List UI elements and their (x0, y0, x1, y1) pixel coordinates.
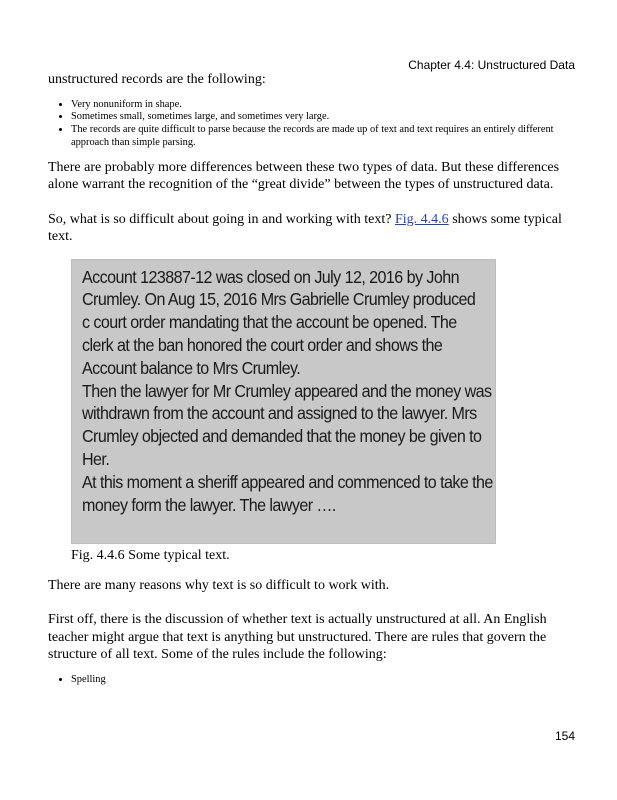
list-item: • Very nonuniform in shape. (71, 99, 578, 112)
paragraph-question (48, 211, 578, 246)
paragraph-reasons: There are many reasons why text is so difficult to work with. (48, 577, 390, 593)
fig-link[interactable]: Fig. 4.4.6 (395, 211, 449, 227)
figure-line: money form the lawyer. The lawyer …. (82, 494, 336, 515)
figure-line: c court order mandating that the account be opened. The (82, 312, 457, 333)
running-header: Chapter 4.4: Unstructured Data (408, 58, 575, 72)
figure-image (71, 259, 496, 544)
figure-caption: Fig. 4.4.6 Some typical text. (71, 547, 230, 563)
question-text-end: shows some typical text. (48, 211, 562, 245)
figure-line: Crumley objected and demanded that the money be given to (82, 426, 482, 447)
figure-line: Account balance to Mrs Crumley. (82, 357, 301, 378)
list-item: • The records are quite difficult to parse because the records are made up of text and text requires an entirely different approach than simple parsing. (71, 124, 578, 150)
page-number: 154 (554, 729, 575, 743)
page-content (48, 71, 578, 686)
figure-line: Crumley. On Aug 15, 2016 Mrs Gabrielle Crumley produced (82, 289, 476, 310)
figure-line: Account 123887-12 was closed on July 12, 2016 by John (82, 266, 459, 287)
paragraph-divide: There are probably more differences between these two types of data. But these differences alone warrant the recognition of the “great divide” between the types of unstructured data. (48, 159, 560, 193)
differences-list (48, 99, 578, 150)
figure-line: clerk at the ban honored the court order and shows the (82, 335, 443, 356)
list-item: • Sometimes small, sometimes large, and sometimes very large. (71, 111, 578, 124)
question-text: So, what is so difficult about going in and working with text? (48, 211, 395, 227)
figure-line: At this moment a sheriff appeared and commenced to take the (82, 471, 493, 492)
rules-list (48, 674, 578, 687)
intro-text: unstructured records are the following: (48, 72, 266, 87)
list-item: • Spelling (71, 674, 578, 687)
figure-line: Her. (82, 449, 110, 470)
figure-line: Then the lawyer for Mr Crumley appeared and the money was (82, 380, 492, 401)
paragraph-first-off: First off, there is the discussion of whether text is actually unstructured at all. An English teacher might argue that text is anything but unstructured. There are rules that govern the structure of all text. Some of the rules include the following: (48, 612, 547, 663)
figure-line: withdrawn from the account and assigned to the lawyer. Mrs (82, 403, 477, 424)
